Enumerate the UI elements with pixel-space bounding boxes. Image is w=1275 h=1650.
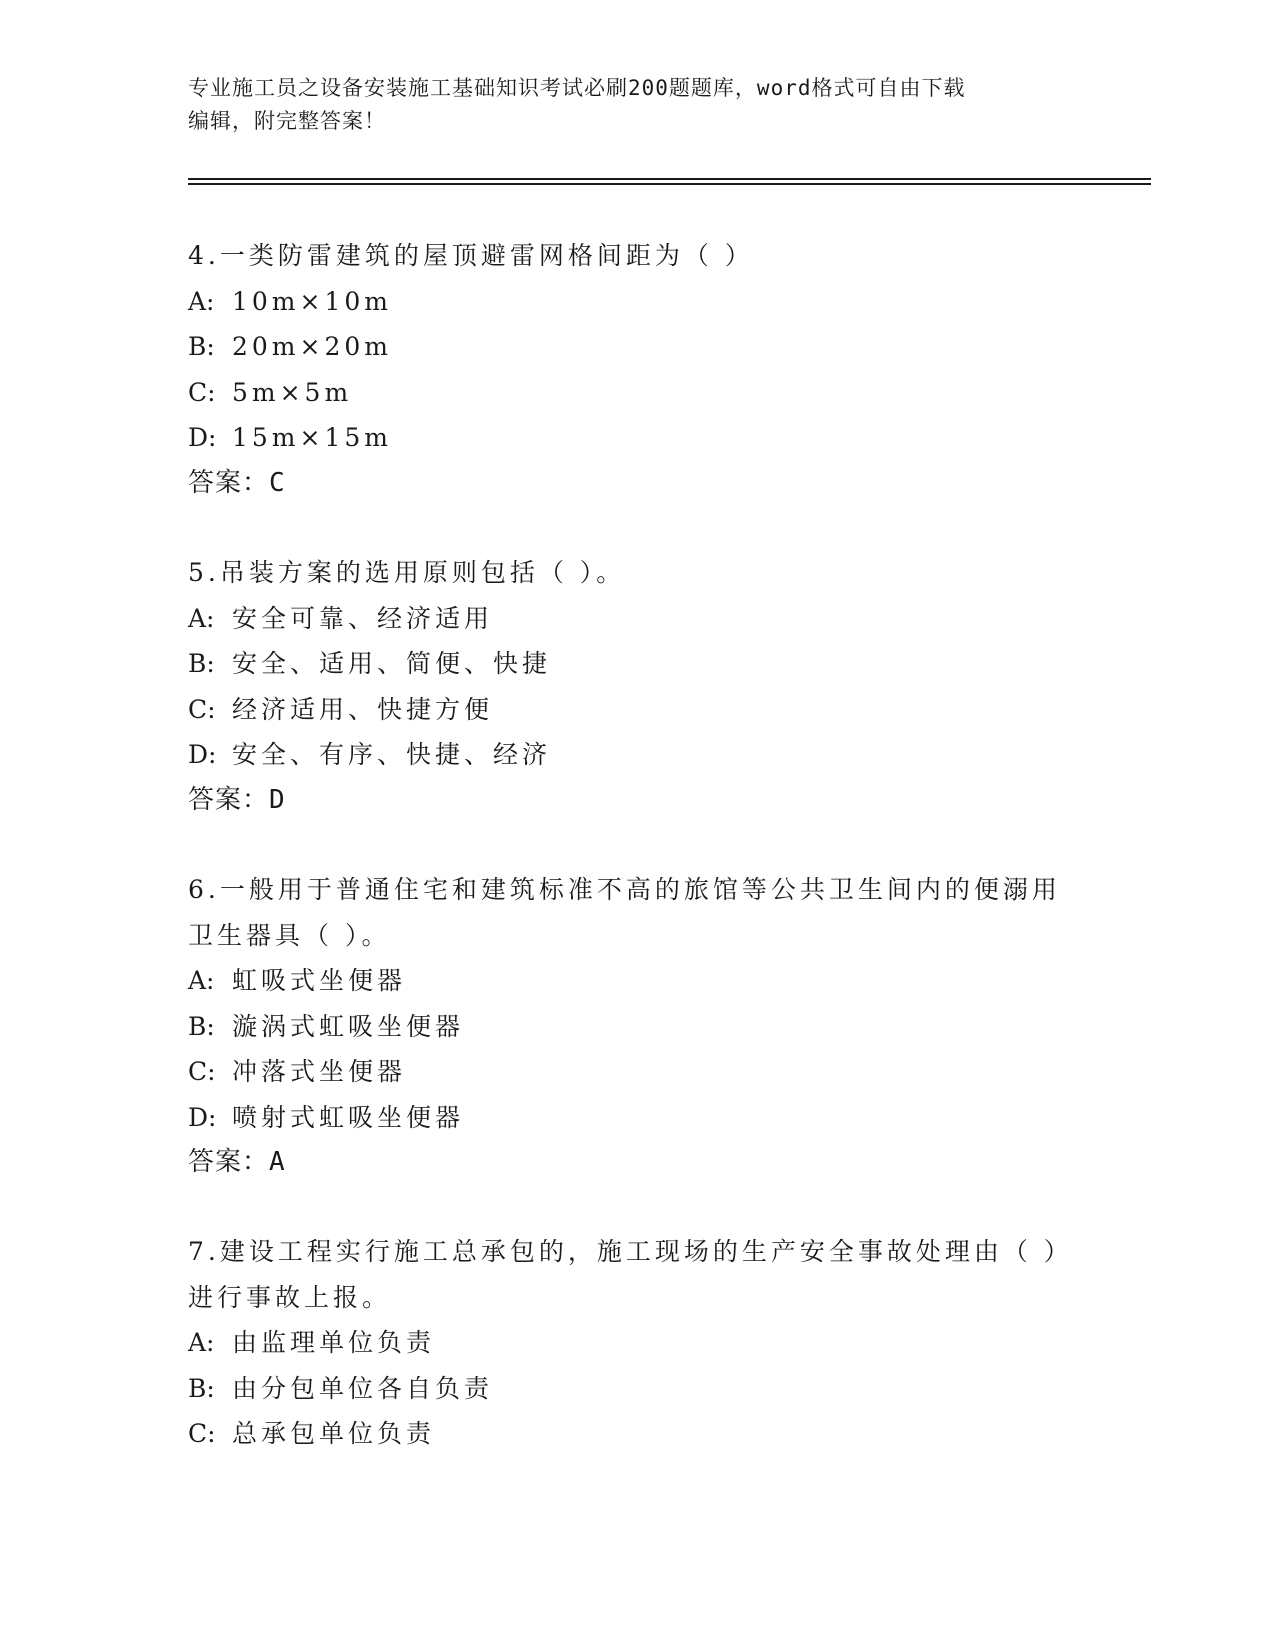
option-letter: A: (188, 286, 215, 316)
header-line-1: 专业施工员之设备安装施工基础知识考试必刷200题题库，word格式可自由下载 (188, 76, 966, 100)
option-text: 冲落式坐便器 (232, 1057, 407, 1086)
answer-line (188, 1140, 1088, 1186)
option-letter: C: (188, 377, 216, 407)
option-text: 总承包单位负责 (232, 1419, 436, 1448)
option-c (188, 1049, 1088, 1095)
option-d (188, 415, 1088, 461)
option-b (188, 324, 1088, 370)
option-text: 15m×15m (232, 423, 392, 452)
question-7 (188, 1229, 1088, 1457)
option-d (188, 1095, 1088, 1141)
question-6 (188, 867, 1088, 1186)
option-text: 由监理单位负责 (232, 1328, 436, 1357)
option-a (188, 1320, 1088, 1366)
option-letter: C: (188, 1419, 216, 1448)
option-letter: A: (188, 603, 215, 633)
option-c (188, 370, 1088, 416)
option-text: 经济适用、快捷方便 (232, 694, 494, 724)
question-stem: 7.建设工程实行施工总承包的，施工现场的生产安全事故处理由（ ） (188, 1237, 1073, 1266)
answer-value: A (269, 1147, 286, 1177)
option-letter: A: (188, 1328, 215, 1357)
answer-value: C (269, 467, 286, 498)
option-text: 安全可靠、经济适用 (232, 603, 494, 633)
option-letter: B: (188, 649, 215, 678)
option-text: 安全、适用、简便、快捷 (232, 649, 552, 678)
option-text: 5m×5m (232, 377, 353, 407)
option-b (188, 641, 1088, 687)
question-4 (188, 233, 1088, 506)
option-text: 喷射式虹吸坐便器 (232, 1102, 465, 1132)
option-letter: D: (188, 423, 217, 452)
document-header (188, 72, 1088, 138)
option-a (188, 596, 1088, 642)
option-text: 10m×10m (232, 286, 392, 316)
option-c (188, 687, 1088, 733)
header-line-2: 编辑，附完整答案！ (188, 109, 386, 133)
question-5 (188, 550, 1088, 823)
question-stem: 5.吊装方案的选用原则包括（ ）。 (188, 558, 626, 587)
answer-line (188, 778, 1088, 824)
option-b (188, 1004, 1088, 1050)
answer-value: D (269, 784, 286, 815)
option-letter: B: (188, 1011, 215, 1041)
option-letter: D: (188, 1102, 217, 1132)
answer-label: 答案： (188, 1147, 270, 1177)
option-letter: B: (188, 332, 215, 361)
option-d (188, 732, 1088, 778)
option-text: 安全、有序、快捷、经济 (232, 740, 552, 769)
option-letter: C: (188, 1057, 216, 1086)
question-stem-continued: 进行事故上报。 (188, 1282, 392, 1312)
option-letter: D: (188, 740, 217, 769)
answer-line (188, 461, 1088, 507)
option-text: 虹吸式坐便器 (232, 966, 407, 995)
option-c (188, 1411, 1088, 1457)
header-divider-bottom (188, 183, 1151, 185)
answer-label: 答案： (188, 467, 270, 498)
option-text: 20m×20m (232, 332, 392, 361)
option-a (188, 279, 1088, 325)
option-letter: B: (188, 1373, 215, 1403)
question-stem-continued: 卫生器具（ ）。 (188, 920, 391, 950)
question-stem: 6.一般用于普通住宅和建筑标准不高的旅馆等公共卫生间内的便溺用 (188, 875, 1061, 904)
option-text: 漩涡式虹吸坐便器 (232, 1011, 465, 1041)
option-letter: A: (188, 966, 215, 995)
answer-label: 答案： (188, 784, 270, 815)
option-letter: C: (188, 694, 216, 724)
option-text: 由分包单位各自负责 (232, 1373, 494, 1403)
option-a (188, 958, 1088, 1004)
question-stem: 4.一类防雷建筑的屋顶避雷网格间距为（ ） (188, 241, 754, 270)
option-b (188, 1366, 1088, 1412)
header-divider-top (188, 178, 1151, 180)
